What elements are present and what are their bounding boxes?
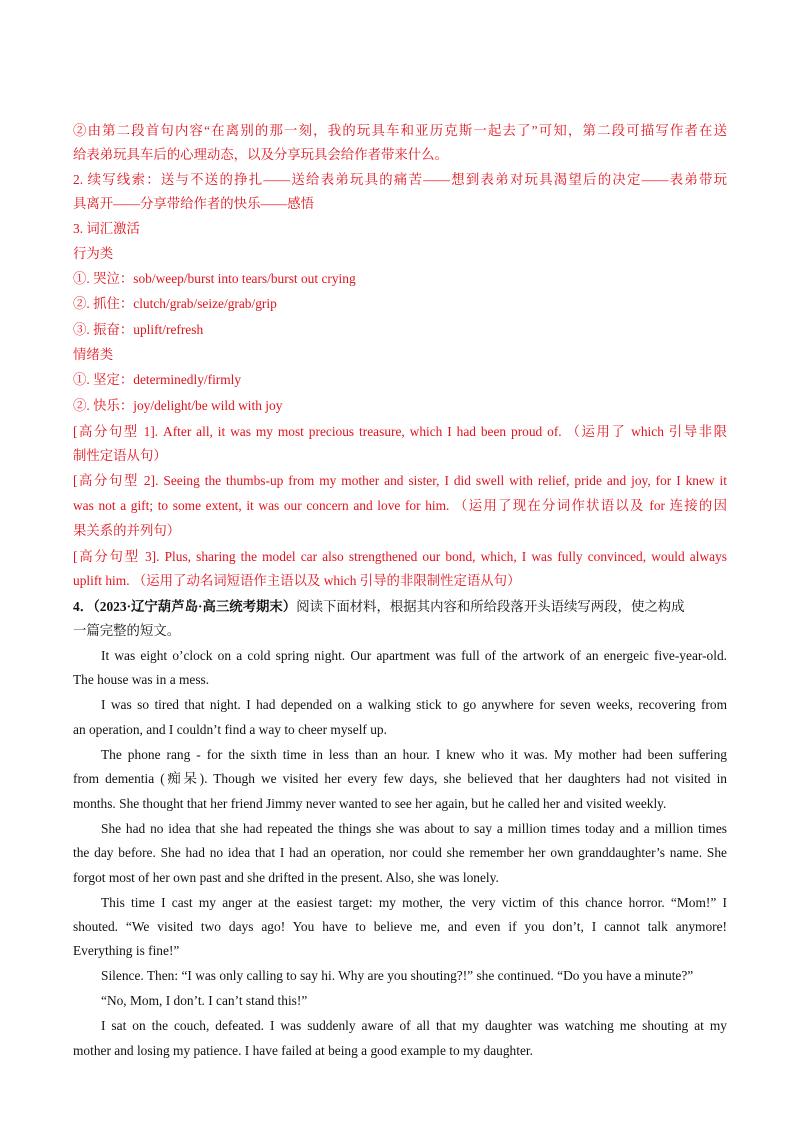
- vocab-item-cry: ①. 哭泣：sob/weep/burst into tears/burst out crying: [73, 271, 356, 286]
- vocab-category-action: 行为类: [73, 246, 114, 261]
- passage-p5-line-3: Everything is fine!”: [73, 943, 180, 958]
- passage-p6: Silence. Then: “I was only calling to say hi. Why are you shouting?!” she continued. “Do you have a minute?”: [101, 968, 694, 983]
- passage-p7: “No, Mom, I don’t. I can’t stand this!”: [101, 993, 308, 1008]
- sentence-pattern-1-line-1: [高分句型 1]. After all, it was my most precious treasure, which I had been proud of. （运用了 which 引导非限: [73, 424, 727, 439]
- vocab-heading: 3. 词汇激活: [73, 221, 140, 236]
- passage-p3-line-1: The phone rang - for the sixth time in less than an hour. I knew who it was. My mother had been suffering: [101, 747, 727, 762]
- passage-p1-line-1: It was eight o’clock on a cold spring night. Our apartment was full of the artwork of an energeic five-year-old.: [101, 648, 727, 663]
- passage-p1-line-2: The house was in a mess.: [73, 672, 210, 687]
- sentence-pattern-2-line-3: 果关系的并列句）: [73, 523, 181, 538]
- passage-p2-line-1: I was so tired that night. I had depended on a walking stick to go anywhere for seven weeks, recovering from: [101, 697, 727, 712]
- question-source: （2023·辽宁葫芦岛·高三统考期末）: [93, 599, 297, 614]
- sentence-pattern-3-line-1: [高分句型 3]. Plus, sharing the model car also strengthened our bond, which, I was fully convinced, would always: [73, 549, 727, 564]
- vocab-item-grab: ②. 抓住：clutch/grab/seize/grab/grip: [73, 296, 277, 311]
- vocab-item-uplift: ③. 振奋：uplift/refresh: [73, 322, 204, 337]
- passage-p3-line-2: from dementia (痴呆). Though we visited her every few days, she believed that her daughters had not visited in: [73, 771, 727, 786]
- passage-p8-line-1: I sat on the couch, defeated. I was suddenly aware of all that my daughter was watching me shouting at my: [101, 1018, 727, 1033]
- sentence-pattern-2-line-1: [高分句型 2]. Seeing the thumbs-up from my mother and sister, I did swell with relief, pride and joy, for I knew it: [73, 473, 727, 488]
- clue-line-1: 2. 续写线索：送与不送的挣扎——送给表弟玩具的痛苦——想到表弟对玩具渴望后的决定——表弟带玩: [73, 172, 727, 187]
- analysis-line-1: ②由第二段首句内容“在离别的那一刻，我的玩具车和亚历克斯一起去了”可知，第二段可描写作者在送: [73, 123, 727, 138]
- vocab-category-emotion: 情绪类: [73, 347, 114, 362]
- question-number: 4．: [73, 599, 94, 614]
- passage-p5-line-2: shouted. “We visited two days ago! You have to believe me, and even if you don’t, I cannot talk anymore!: [73, 919, 727, 934]
- sentence-pattern-1-line-2: 制性定语从句）: [73, 448, 167, 463]
- passage-p4-line-2: the day before. She had no idea that I had an operation, nor could she remember her own granddaughter’s name. She: [73, 845, 727, 860]
- clue-line-2: 具离开——分享带给作者的快乐——感悟: [73, 196, 315, 211]
- passage-p3-line-3: months. She thought that her friend Jimmy never wanted to see her again, but he called her and visited weekly.: [73, 796, 667, 811]
- vocab-item-joy: ②. 快乐：joy/delight/be wild with joy: [73, 398, 283, 413]
- question-instruction-cont: 一篇完整的短文。: [73, 623, 181, 638]
- passage-p8-line-2: mother and losing my patience. I have failed at being a good example to my daughter.: [73, 1043, 533, 1058]
- passage-p5-line-1: This time I cast my anger at the easiest target: my mother, the very victim of this chance horror. “Mom!” I: [101, 895, 727, 910]
- passage-p4-line-1: She had no idea that she had repeated the things she was about to say a million times today and a million times: [101, 821, 727, 836]
- vocab-item-firm: ①. 坚定：determinedly/firmly: [73, 372, 242, 387]
- question-heading: [73, 597, 727, 617]
- sentence-pattern-2-line-2: was not a gift; to some extent, it was our concern and love for him. （运用了现在分词作状语以及 for 连接的因: [73, 498, 727, 513]
- analysis-line-2: 给表弟玩具车后的心理动态，以及分享玩具会给作者带来什么。: [73, 147, 448, 162]
- question-instruction: 阅读下面材料，根据其内容和所给段落开头语续写两段，使之构成: [296, 599, 685, 614]
- sentence-pattern-3-line-2: uplift him. （运用了动名词短语作主语以及 which 引导的非限制性定语从句）: [73, 573, 521, 588]
- passage-p4-line-3: forgot most of her own past and she drifted in the present. Also, she was lonely.: [73, 870, 499, 885]
- passage-p2-line-2: an operation, and I couldn’t find a way to cheer myself up.: [73, 722, 387, 737]
